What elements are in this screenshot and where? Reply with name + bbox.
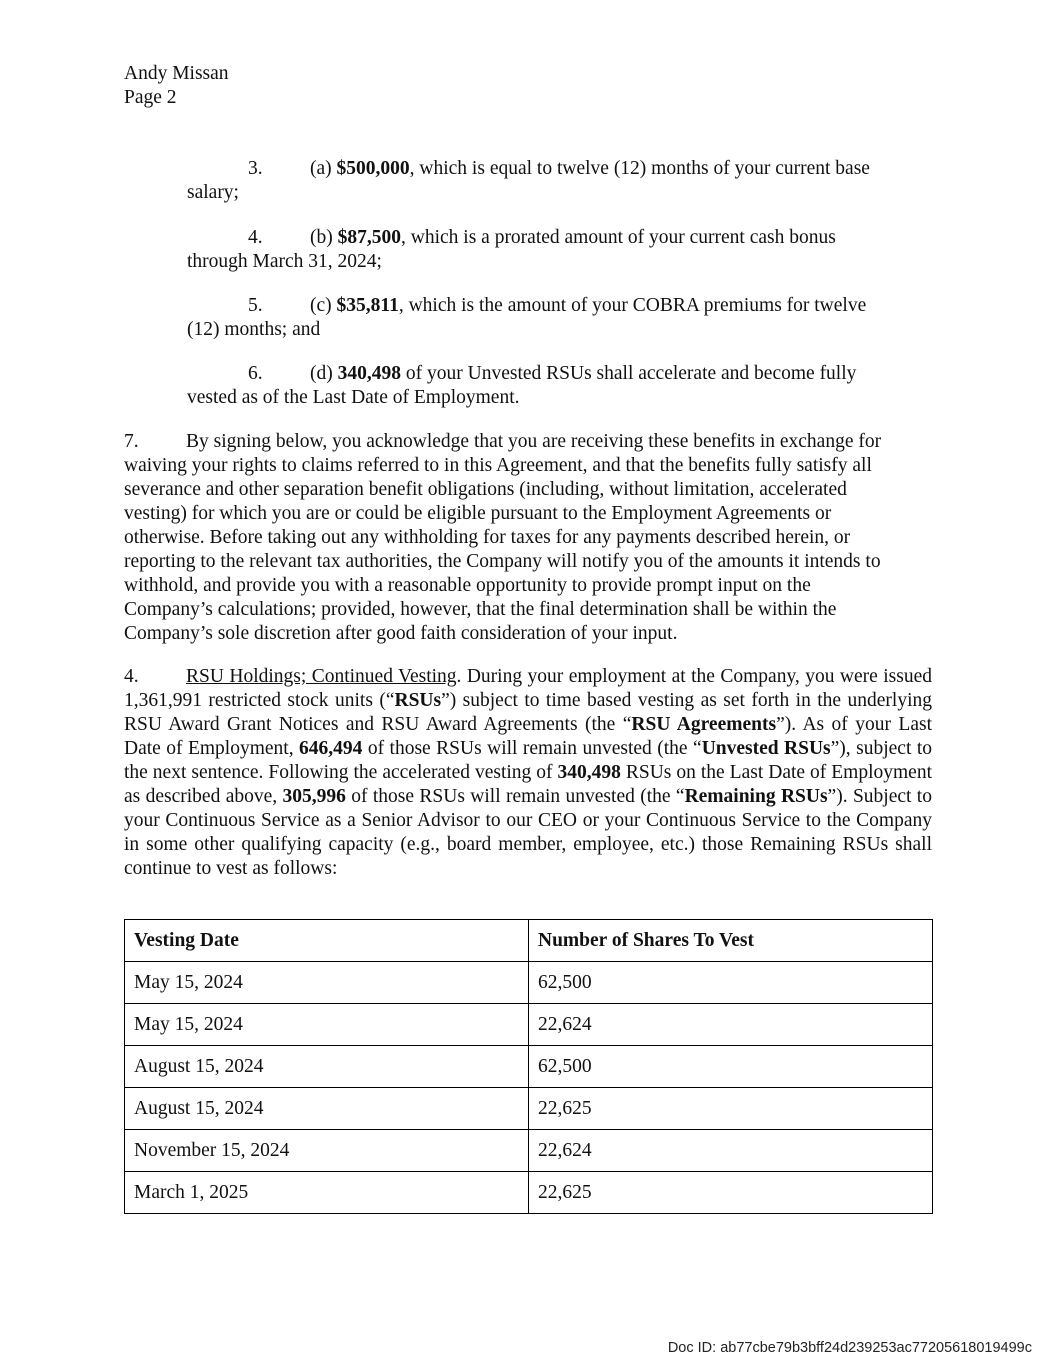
defined-term: RSU Agreements: [631, 714, 777, 735]
vesting-date-cell: May 15, 2024: [125, 1004, 529, 1046]
table-row: [125, 962, 933, 1004]
table-row: [125, 1088, 933, 1130]
shares-cell: 62,500: [529, 962, 933, 1004]
defined-term: RSUs: [394, 690, 442, 711]
paragraph-line: reporting to the relevant tax authorities, the Company will notify you of the amounts it intends to: [124, 551, 881, 572]
benefit-item-c: [187, 294, 927, 342]
paragraph-number: 4.: [124, 666, 139, 687]
paragraph-line: Company’s calculations; provided, however, that the final determination shall be within the: [124, 599, 837, 620]
paragraph-text: ”) subject to time based vesting as set forth in the underlying RSU Award Grant Notices and RSU Award Agreements (the “: [124, 690, 932, 735]
shares-cell: 22,624: [529, 1004, 933, 1046]
bold-number: 305,996: [282, 786, 346, 807]
item-text: , which is the amount of your COBRA premiums for twelve: [398, 295, 867, 316]
vesting-date-cell: May 15, 2024: [125, 962, 529, 1004]
item-amount: $87,500: [337, 227, 401, 248]
paragraph-line: otherwise. Before taking out any withholding for taxes for any payments described herein, or: [124, 527, 851, 548]
page-number: Page 2: [124, 87, 177, 108]
paragraph-4-rsu-holdings: [124, 665, 932, 881]
item-text-continued: through March 31, 2024;: [187, 251, 382, 272]
paragraph-text: RSUs on the Last Date of Employment as described above,: [124, 762, 932, 807]
item-text-continued: vested as of the Last Date of Employment.: [187, 387, 520, 408]
item-letter: (a): [310, 158, 332, 179]
paragraph-text: ”). As of your Last Date of Employment,: [124, 714, 932, 759]
letter-header: [124, 62, 229, 110]
item-number: 5.: [248, 295, 263, 316]
item-amount: $35,811: [336, 295, 399, 316]
paragraph-line: waiving your rights to claims referred to in this Agreement, and that the benefits fully satisfy all: [124, 455, 872, 476]
vesting-date-cell: November 15, 2024: [125, 1130, 529, 1172]
table-row: [125, 1004, 933, 1046]
vesting-schedule-table: [124, 919, 933, 1214]
defined-term: Remaining RSUs: [684, 786, 828, 807]
paragraph-text: of those RSUs will remain unvested (the “: [345, 786, 685, 807]
bold-number: 340,498: [557, 762, 621, 783]
item-text: of your Unvested RSUs shall accelerate and become fully: [401, 363, 857, 384]
table-row: [125, 1172, 933, 1214]
vesting-date-cell: March 1, 2025: [125, 1172, 529, 1214]
item-text-continued: (12) months; and: [187, 319, 321, 340]
bold-number: 646,494: [299, 738, 363, 759]
vesting-date-cell: August 15, 2024: [125, 1088, 529, 1130]
shares-cell: 62,500: [529, 1046, 933, 1088]
paragraph-7: [124, 430, 932, 646]
document-id: Doc ID: ab77cbe79b3bff24d239253ac77205618019499c: [667, 1340, 1032, 1356]
section-heading: RSU Holdings; Continued Vesting: [186, 666, 457, 687]
paragraph-text: ”). Subject to your Continuous Service as a Senior Advisor to our CEO or your Continuous Service to the Company in some other qualifying capacity (e.g., board member, employee, etc.) those Remaining RSUs shall continue to vest as follows:: [124, 786, 932, 879]
vesting-date-cell: August 15, 2024: [125, 1046, 529, 1088]
benefit-item-b: [187, 226, 927, 274]
item-amount: 340,498: [337, 363, 401, 384]
item-number: 6.: [248, 363, 263, 384]
shares-cell: 22,625: [529, 1088, 933, 1130]
benefit-item-a: [187, 157, 927, 205]
paragraph-number: 7.: [124, 431, 139, 452]
table-header-row: [125, 920, 933, 962]
paragraph-line: Company’s sole discretion after good faith consideration of your input.: [124, 623, 678, 644]
paragraph-line: By signing below, you acknowledge that you are receiving these benefits in exchange for: [186, 431, 882, 452]
paragraph-line: vesting) for which you are or could be eligible pursuant to the Employment Agreements or: [124, 503, 832, 524]
item-letter: (b): [310, 227, 333, 248]
defined-term: Unvested RSUs: [701, 738, 831, 759]
item-letter: (c): [310, 295, 332, 316]
paragraph-text: of those RSUs will remain unvested (the “: [362, 738, 702, 759]
recipient-name: Andy Missan: [124, 63, 229, 84]
table-row: [125, 1046, 933, 1088]
benefit-item-d: [187, 362, 927, 410]
item-number: 3.: [248, 158, 263, 179]
paragraph-text: ”), subject to the next sentence. Following the accelerated vesting of: [124, 738, 932, 783]
item-letter: (d): [310, 363, 333, 384]
column-header-shares: Number of Shares To Vest: [529, 920, 933, 962]
paragraph-line: severance and other separation benefit obligations (including, without limitation, accelerated: [124, 479, 847, 500]
paragraph-line: withhold, and provide you with a reasonable opportunity to provide prompt input on the: [124, 575, 811, 596]
item-text: , which is a prorated amount of your current cash bonus: [401, 227, 836, 248]
item-text-continued: salary;: [187, 182, 239, 203]
table-row: [125, 1130, 933, 1172]
shares-cell: 22,624: [529, 1130, 933, 1172]
item-amount: $500,000: [336, 158, 410, 179]
paragraph-text: . During your employment at the Company, you were issued 1,361,991 restricted stock units (“: [124, 666, 932, 711]
column-header-vesting-date: Vesting Date: [125, 920, 529, 962]
item-text: , which is equal to twelve (12) months of your current base: [409, 158, 870, 179]
shares-cell: 22,625: [529, 1172, 933, 1214]
item-number: 4.: [248, 227, 263, 248]
